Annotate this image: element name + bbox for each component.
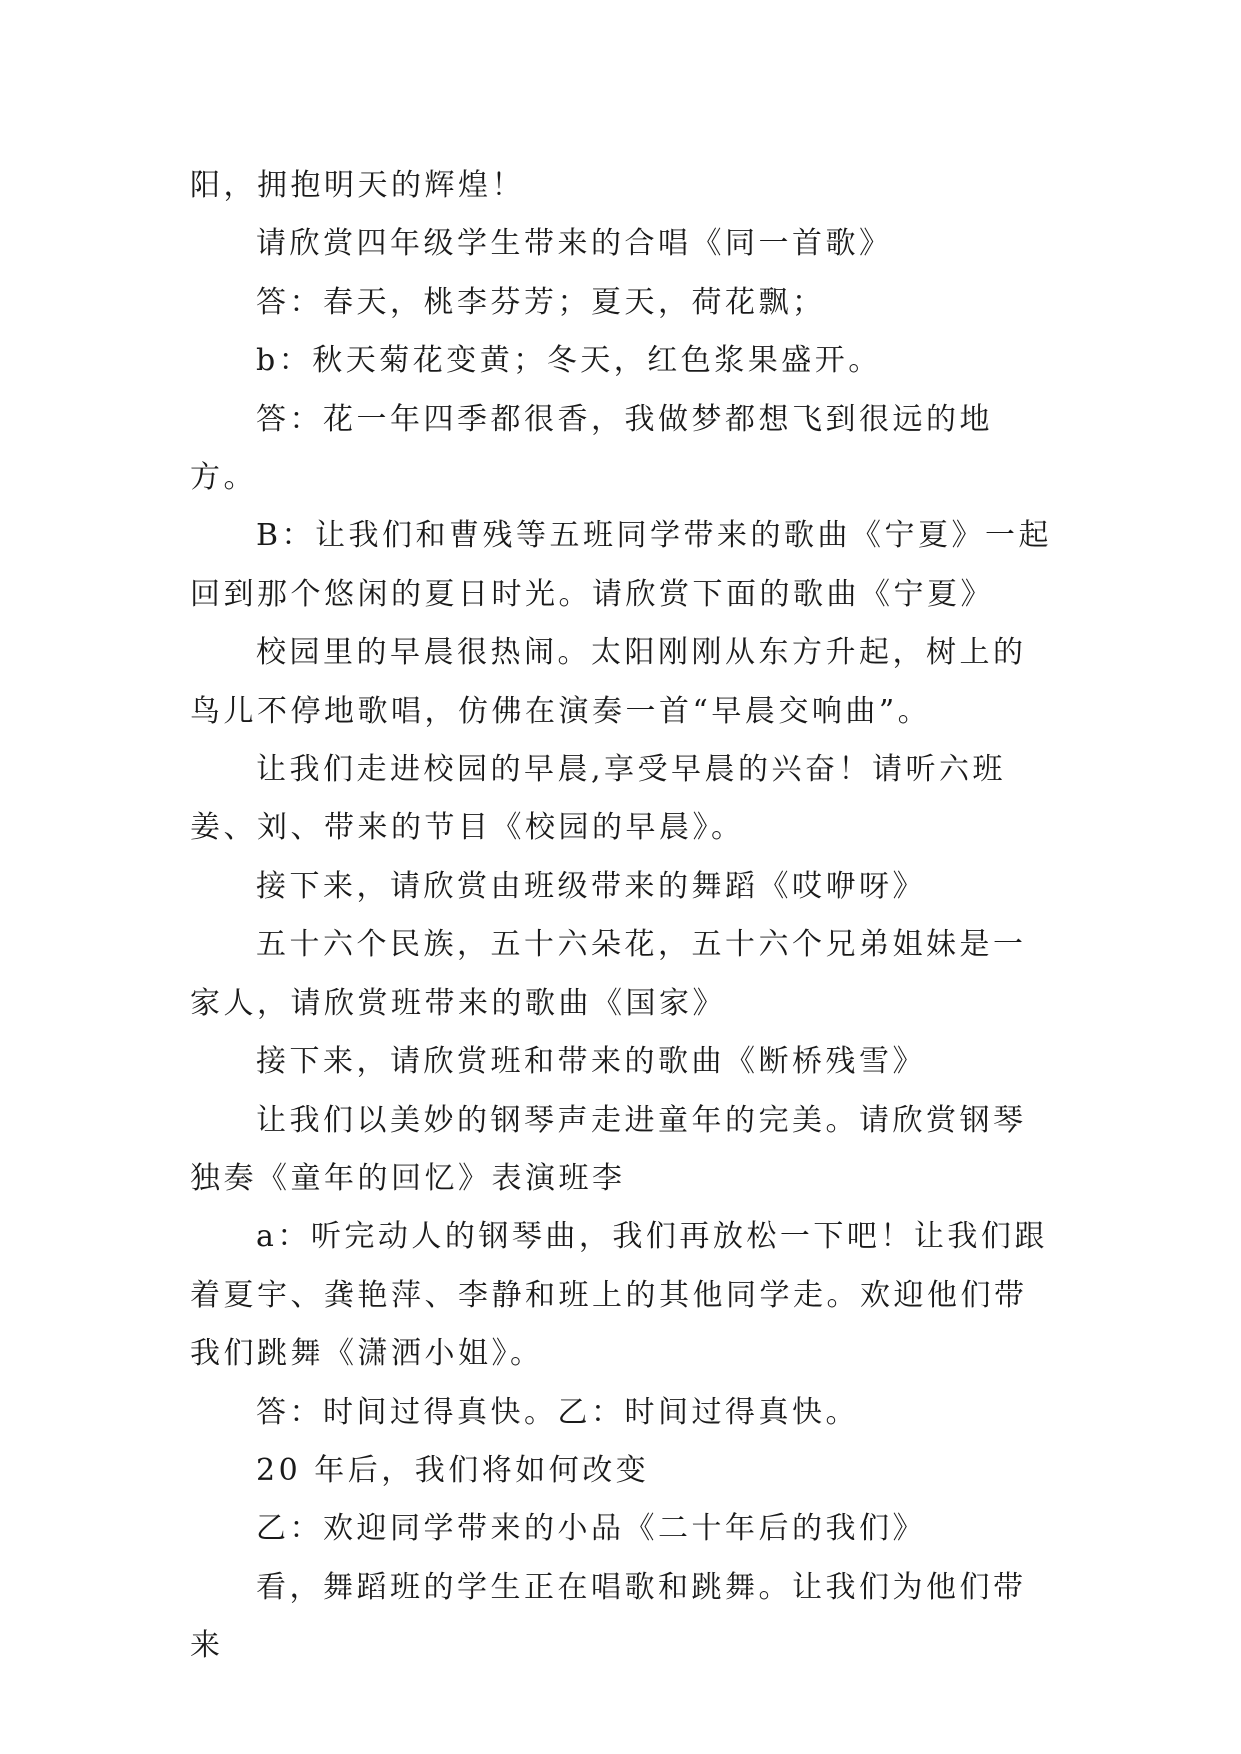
paragraph: 接下来，请欣赏班和带来的歌曲《断桥残雪》 xyxy=(256,1044,926,1080)
paragraph: 接下来，请欣赏由班级带来的舞蹈《哎咿呀》 xyxy=(256,868,926,904)
paragraph: 答：春天，桃李芬芳；夏天，荷花飘； xyxy=(256,284,826,320)
paragraph: 20 年后，我们将如何改变 xyxy=(256,1452,650,1488)
paragraph: 让我们走进校园的早晨,享受早晨的兴奋！请听六班姜、刘、带来的节目《校园的早晨》。 xyxy=(190,752,1007,846)
paragraph: 答：花一年四季都很香，我做梦都想飞到很远的地方。 xyxy=(190,401,993,496)
paragraph: a：听完动人的钢琴曲，我们再放松一下吧！让我们跟着夏宇、龚艳萍、李静和班上的其他同学走。欢迎他们带我们跳舞《潇洒小姐》。 xyxy=(190,1219,1048,1372)
paragraph: 请欣赏四年级学生带来的合唱《同一首歌》 xyxy=(256,226,893,262)
paragraph: B：让我们和曹残等五班同学带来的歌曲《宁夏》一起回到那个悠闲的夏日时光。请欣赏下面的歌曲《宁夏》 xyxy=(190,518,1053,612)
paragraph: 校园里的早晨很热闹。太阳刚刚从东方升起，树上的鸟儿不停地歌唱，仿佛在演奏一首“早晨交响曲”。 xyxy=(190,635,1027,729)
paragraph: 答：时间过得真快。乙：时间过得真快。 xyxy=(256,1394,859,1430)
paragraph: 让我们以美妙的钢琴声走进童年的完美。请欣赏钢琴独奏《童年的回忆》表演班李 xyxy=(190,1102,1027,1196)
paragraph: 五十六个民族，五十六朵花，五十六个兄弟姐妹是一家人，请欣赏班带来的歌曲《国家》 xyxy=(190,927,1027,1021)
document-body xyxy=(190,157,1056,1676)
paragraph: 看，舞蹈班的学生正在唱歌和跳舞。让我们为他们带来 xyxy=(190,1569,1027,1664)
paragraph: 乙：欢迎同学带来的小品《二十年后的我们》 xyxy=(256,1511,926,1547)
paragraph: b：秋天菊花变黄；冬天，红色浆果盛开。 xyxy=(256,343,882,379)
paragraph: 阳，拥抱明天的辉煌！ xyxy=(190,168,525,203)
